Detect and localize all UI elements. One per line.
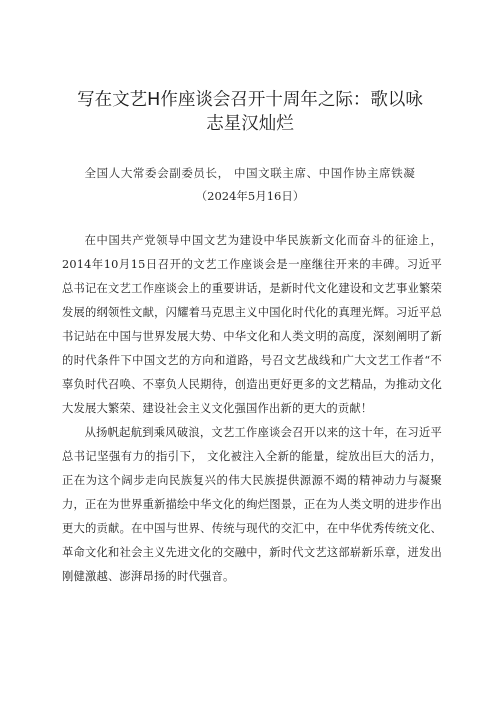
paragraph-text: 在中国共产党领导中国文艺为建设中华民族新文化而奋斗的征途上，2014年10月15日召开的文艺工作座谈会是一座继往开来的丰碑。习近平总书记在文艺工作座谈会上的重要讲话，是新时代文化建设和文艺事业繁荣发展的纲领性文献，闪耀着马克思主义中国化时代化的真理光辉。习近平总书记站在中国与世界发展大势、中华文化和人类文明的高度，深刻阐明了新的时代条件下中国文艺的方向和道路，号召文艺战线和广大文艺工作者“不辜负时代召唤、不辜负人民期待，创造出更好更多的文艺精品，为推动文化大发展大繁荣、建设社会主义文化强国作出新的更大的贡献！: [62, 234, 442, 415]
title-line-1: 写在文艺H作座谈会召开十周年之际：歌以咏: [77, 90, 423, 110]
document-body: [62, 229, 442, 589]
paragraph-text: 从扬帆起航到乘风破浪，文艺工作座谈会召开以来的这十年，在习近平总书记坚强有力的指引下， 文化被注入全新的能量，绽放出巨大的活力，正在为这个阔步走向民族复兴的伟大民族提供源源不竭的精神动力与凝聚力，正在为世界重新描绘中华文化的绚烂图景，正在为人类文明的进步作出更大的贡献。在中国与世界、传统与现代的交汇中，在中华优秀传统文化、革命文化和社会主义先进文化的交融中，新时代文艺这部崭新乐章，迸发出刚健激越、澎湃昂扬的时代强音。: [62, 426, 442, 583]
paragraph: [62, 421, 442, 589]
title-line-2: 志星汉灿烂: [206, 114, 294, 134]
date-line: （2024年5月16日）: [195, 189, 305, 203]
document-title: [60, 88, 440, 136]
author-line: 全国人大常委会副委员长， 中国文联主席、中国作协主席铁凝: [84, 166, 416, 180]
paragraph: [62, 229, 442, 421]
